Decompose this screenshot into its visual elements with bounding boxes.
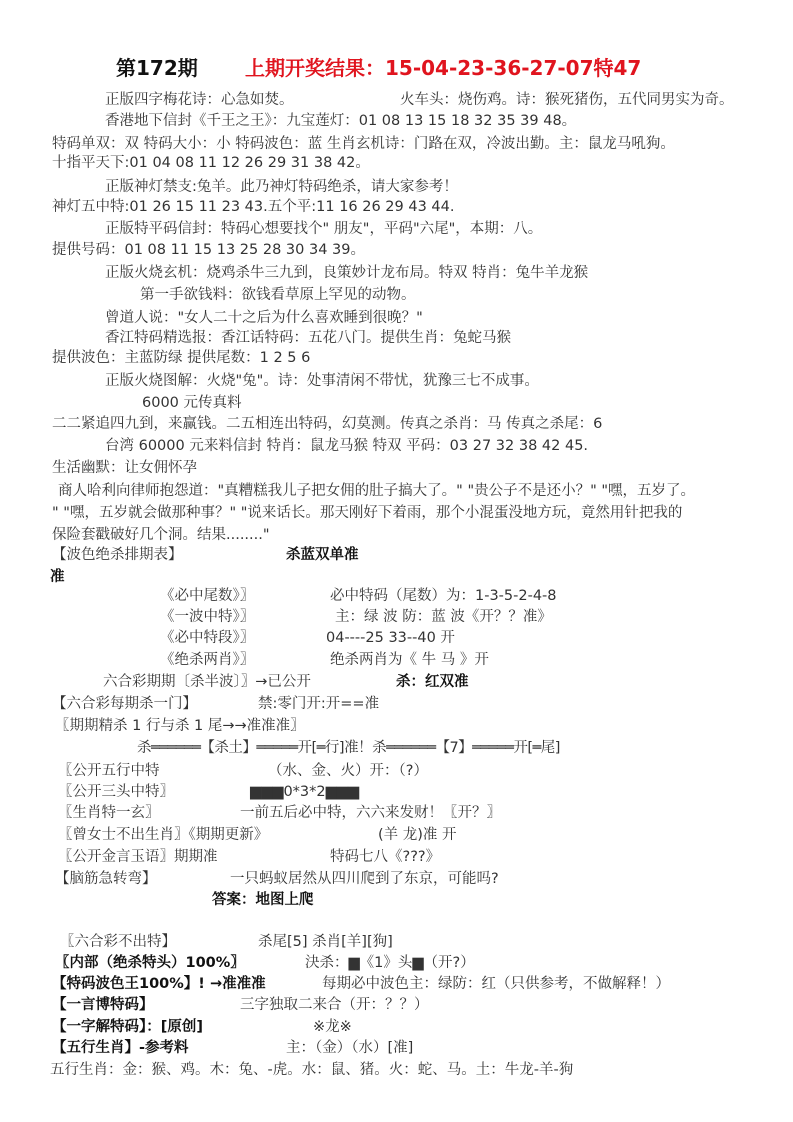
text-line: 第一手欲钱料：欲钱看草原上罕见的动物。	[140, 287, 416, 303]
text-line: 正版特平码信封：特码心想要找个" 朋友"，平码"六尾"，本期：八。	[105, 221, 543, 237]
section-heading: 〖内部（绝杀特头）100%〗	[55, 955, 245, 971]
text-line: 火车头：烧伤鸡。诗：猴死猪伤，五代同男实为奇。	[400, 92, 734, 108]
text-line: 6000 元传真料	[142, 395, 242, 411]
text-line: 〖曾女士不出生肖〗《期期更新》	[58, 827, 269, 843]
text-line: 杀蓝双单准	[286, 547, 359, 563]
text-line: 绝杀两肖为《 牛 马 》开	[330, 652, 489, 668]
text-line: 主：（金）（水）[准]	[286, 1040, 414, 1056]
text-line: 十指平天下:01 04 08 11 12 26 29 31 38 42。	[52, 155, 370, 171]
text-line: 〖公开五行中特	[58, 763, 160, 779]
text-line: 提供号码：01 08 11 15 13 25 28 30 34 39。	[52, 242, 365, 258]
text-line: 提供波色：主蓝防绿 提供尾数：1 2 5 6	[52, 350, 311, 366]
text-line: 六合彩期期〔杀半波〕〗→已公开	[103, 674, 311, 690]
text-line: 五行生肖：金：猴、鸡。木：兔、-虎。水：鼠、猪。火：蛇、马。土：牛龙-羊-狗	[50, 1062, 574, 1078]
section-heading: 【一字解特码】：[原创]	[52, 1019, 204, 1035]
text-line: 曾道人说："女人二十之后为什么喜欢睡到很晚？"	[105, 310, 423, 326]
text-line: （水、金、火）开：（?）	[268, 763, 428, 779]
text-line: 正版神灯禁支:兔羊。此乃神灯特码绝杀，请大家参考！	[105, 179, 458, 195]
text-line: 正版火烧图解：火烧"兔"。诗：处事清闲不带忧，犹豫三七不成事。	[105, 373, 539, 389]
text-line: 〖公开金言玉语〗期期准	[58, 849, 218, 865]
text-line: 決杀：▆《1》头▆（开?）	[305, 955, 475, 971]
section-heading: 【特码波色王100%】! →准准准	[52, 976, 266, 992]
section-heading: 【波色绝杀排期表】	[52, 547, 183, 563]
text-line: (羊 龙)准 开	[378, 827, 457, 843]
text-line: 台湾 60000 元来料信封 特肖：鼠龙马猴 特双 平码：03 27 32 38 42 45.	[105, 438, 589, 454]
text-line: 保险套戳破好几个洞。结果........"	[52, 527, 270, 543]
text-line: 《一波中特》〗	[160, 609, 255, 625]
issue-number: 第172期	[116, 56, 198, 80]
text-line: 正版四字梅花诗：心急如焚。	[105, 92, 294, 108]
section-heading: 【六合彩每期杀一门】	[52, 696, 197, 712]
text-line: 〖期期精杀 1 行与杀 1 尾→→准准准〗	[55, 718, 305, 734]
text-line: 《必中尾数》〗	[160, 588, 255, 604]
text-line: ▆▆▆0*3*2▆▆▆	[250, 784, 360, 800]
text-line: 准	[50, 569, 65, 585]
text-line: 二二紧追四九到，来赢钱。二五相连出特码，幻莫测。传真之杀肖：马 传真之杀尾：6	[52, 416, 603, 432]
section-heading: 【五行生肖】-参考料	[52, 1040, 189, 1056]
text-line: 神灯五中特:01 26 15 11 23 43.五个平:11 16 26 29 43 44.	[52, 199, 455, 215]
text-line: 每期必中波色主：绿防：红（只供参考，不做解释！）	[322, 976, 670, 992]
text-line: 一只蚂蚁居然从四川爬到了东京，可能吗?	[230, 871, 499, 887]
text-line: 香港地下信封《千王之王》：九宝莲灯：01 08 13 15 18 32 35 39 48。	[105, 113, 577, 129]
text-line: 必中特码（尾数）为：1-3-5-2-4-8	[330, 588, 557, 604]
text-line: 禁:零门开:开==准	[258, 696, 380, 712]
text-line: 《必中特段》〗	[160, 630, 255, 646]
text-line: 香江特码精选报：香江话特码：五花八门。提供生肖：兔蛇马猴	[105, 330, 511, 346]
text-line: 一前五后必中特，六六来发财！〖开？〗	[240, 805, 501, 821]
text-line: ※龙※	[313, 1019, 352, 1035]
previous-result: 上期开奖结果：15-04-23-36-27-07特47	[245, 56, 642, 80]
text-line: 杀尾[5] 杀肖[羊][狗]	[258, 934, 393, 950]
text-line: " "嘿，五岁就会做那种事？" "说来话长。那天刚好下着雨，那个小混蛋没地方玩，竟然用针把我的	[52, 505, 683, 521]
text-line: 答案：地图上爬	[212, 892, 314, 908]
text-line: 三字独取二来合（开：？？）	[240, 997, 429, 1013]
section-heading: 【脑筋急转弯】	[55, 871, 157, 887]
section-heading: 〖六合彩不出特】	[60, 934, 176, 950]
text-line: 杀：红双准	[396, 674, 469, 690]
text-line: 〖公开三头中特〗	[58, 784, 174, 800]
text-line: 生活幽默：让女佣怀孕	[52, 460, 197, 476]
text-line: 主：绿 波 防：蓝 波《开？？准》	[335, 609, 552, 625]
text-line: 特码七八《???》	[330, 849, 441, 865]
text-line: 〖生肖特一玄〗	[58, 805, 160, 821]
text-line: 正版火烧玄机：烧鸡杀牛三九到，良策妙计龙布局。特双 特肖：兔牛羊龙猴	[105, 265, 589, 281]
text-line: 商人哈利向律师抱怨道："真糟糕我儿子把女佣的肚子搞大了。" "贵公子不是还小？" "嘿，五岁了。	[58, 483, 696, 499]
text-line: 特码单双：双 特码大小：小 特码波色：蓝 生肖玄机诗：门路在双，冷波出勤。主：鼠龙马吼狗。	[52, 136, 675, 152]
section-heading: 【一言博特码】	[52, 997, 154, 1013]
text-line: 《绝杀两肖》〗	[160, 652, 255, 668]
text-line: 04----25 33--40 开	[326, 630, 455, 646]
text-line: 杀══════【杀土】═════开[═行]准！杀══════【7】═════开[═尾]	[137, 740, 560, 756]
